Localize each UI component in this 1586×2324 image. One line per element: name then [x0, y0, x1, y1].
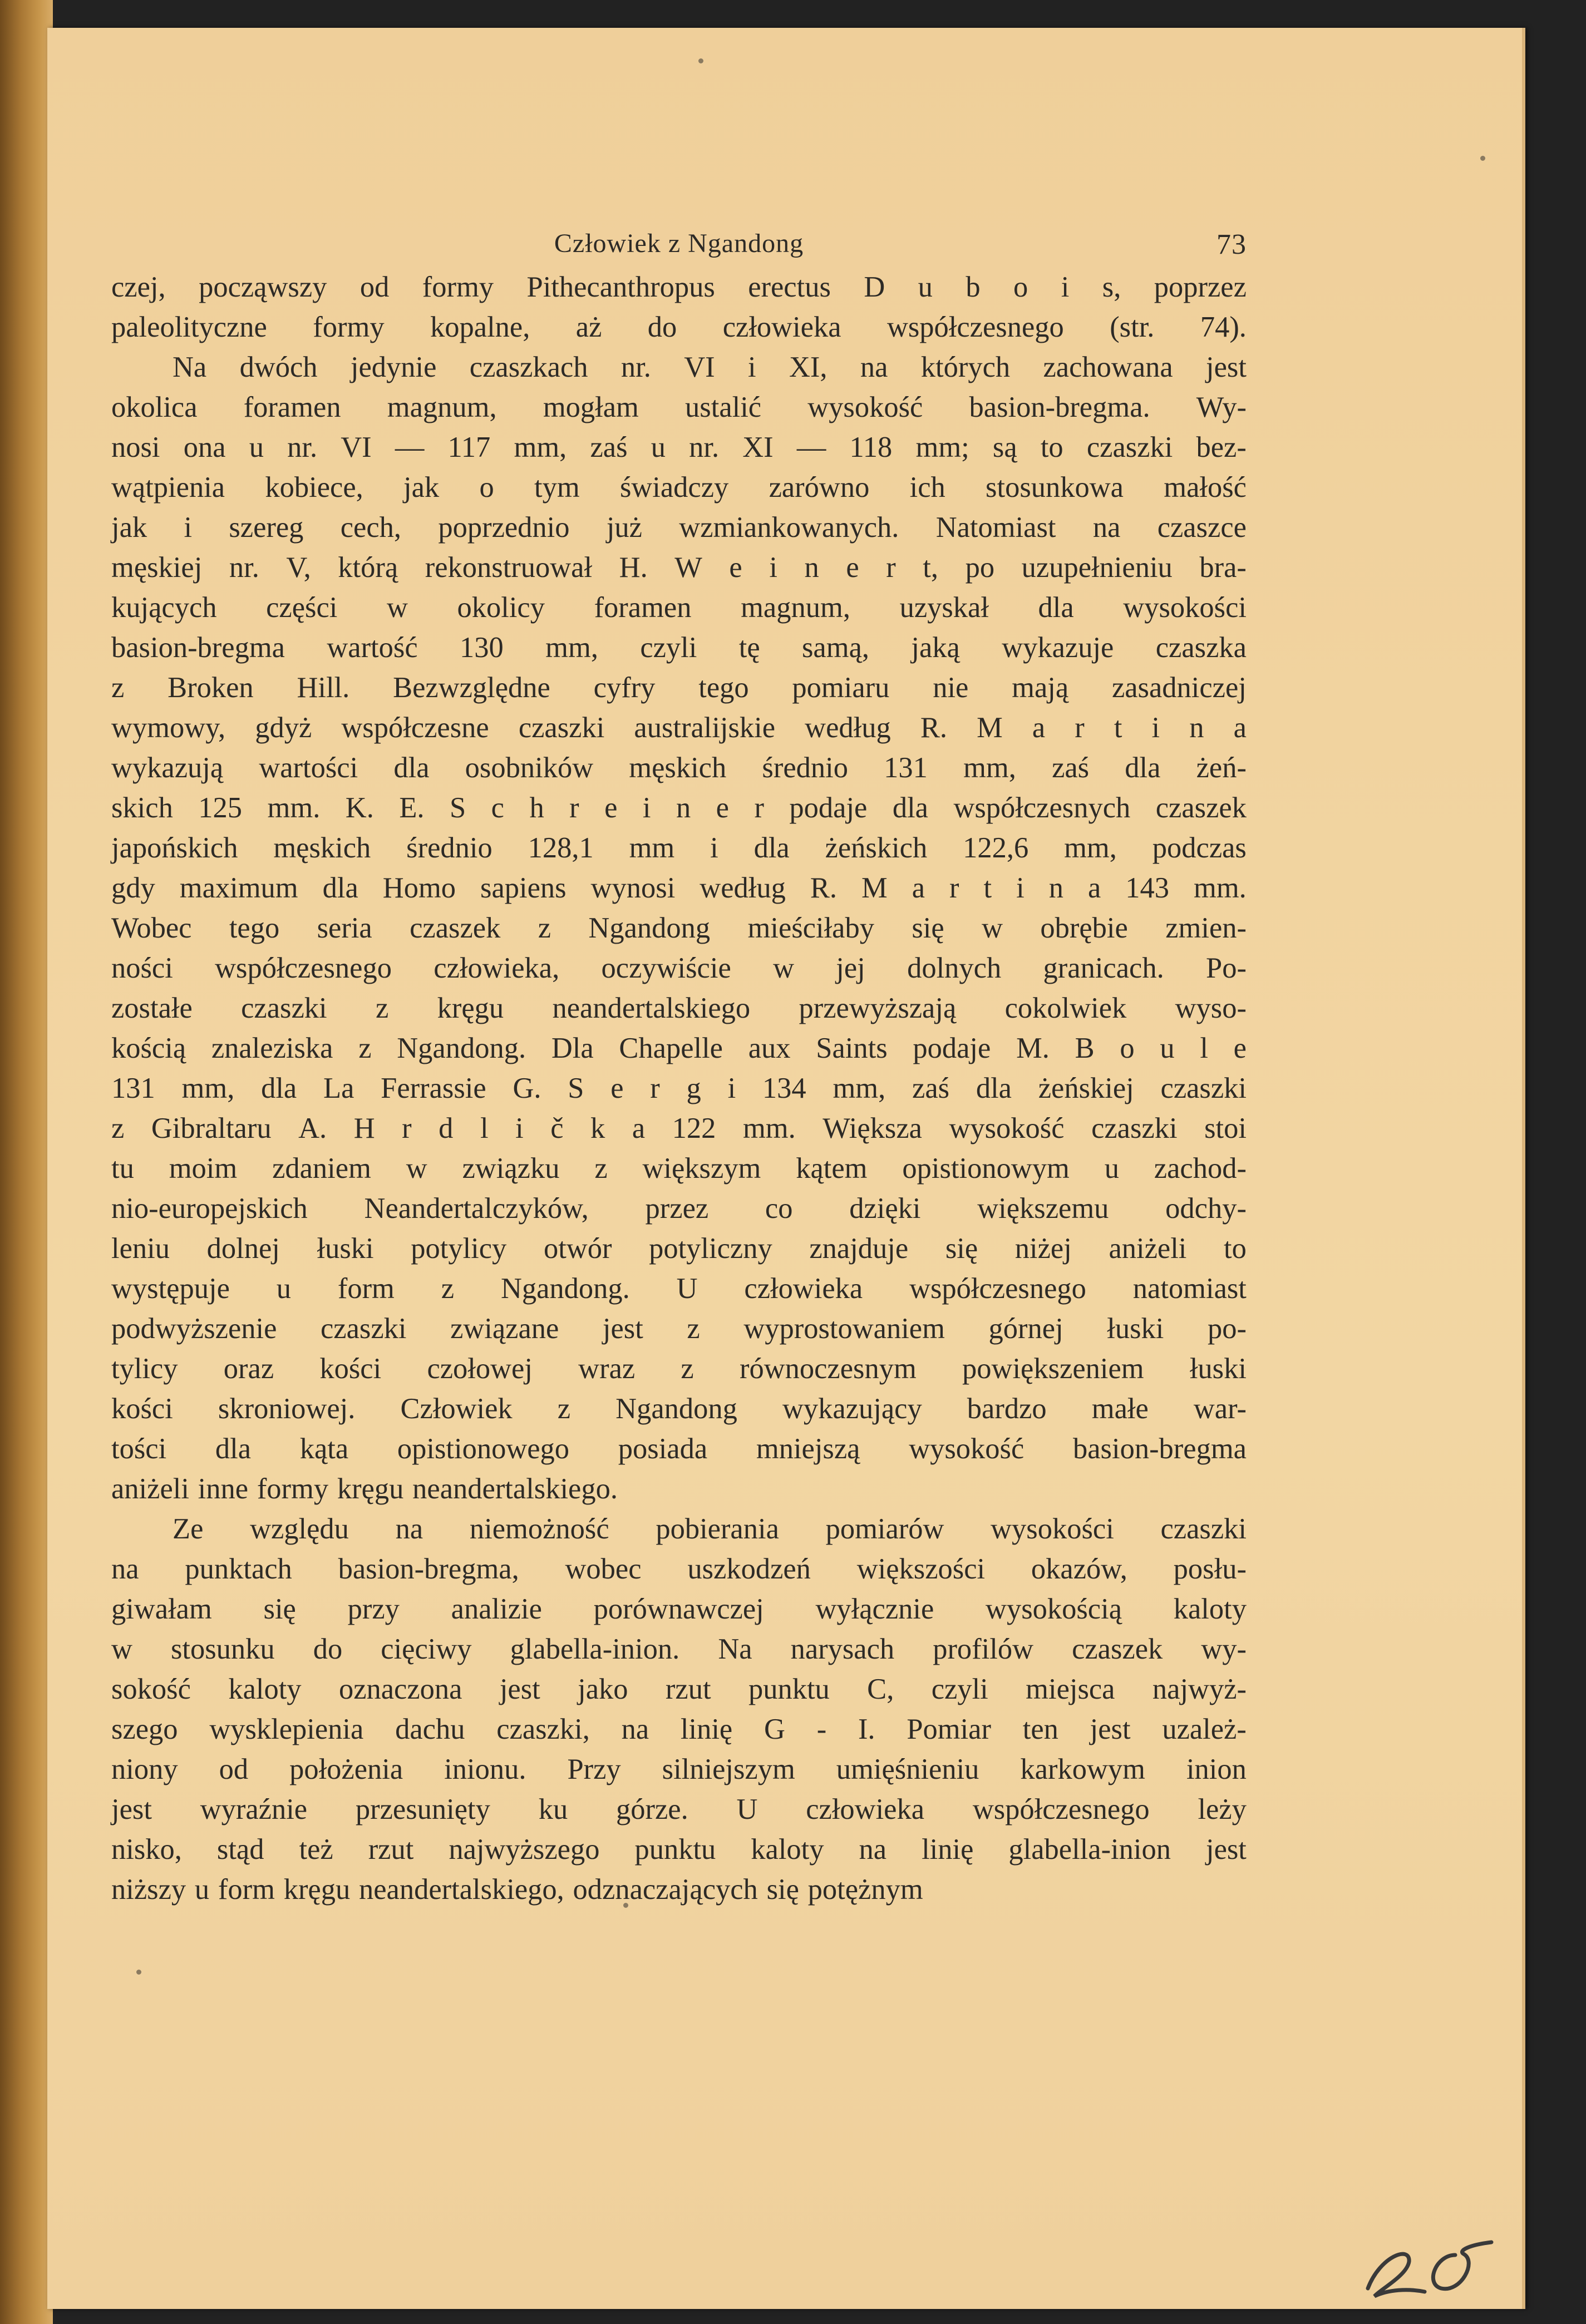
book-page [47, 28, 1525, 2309]
text-line: na punktach basion-bregma, wobec uszkodzeń większości okazów, posłu- [111, 1553, 1247, 1585]
handwritten-page-mark [1358, 2223, 1503, 2309]
text-line: Na dwóch jedynie czaszkach nr. VI i XI, na których zachowana jest [173, 351, 1247, 383]
text-line: kości skroniowej. Człowiek z Ngandong wykazujący bardzo małe war- [111, 1393, 1247, 1425]
text-line: nisko, stąd też rzut najwyższego punktu kaloty na linię glabella-inion jest [111, 1833, 1247, 1866]
page-content [111, 217, 1247, 1909]
text-line: wątpienia kobiece, jak o tym świadczy zarówno ich stosunkowa małość [111, 471, 1247, 504]
text-line: gdy maximum dla Homo sapiens wynosi według R. M a r t i n a 143 mm. [111, 872, 1247, 904]
text-line: okolica foramen magnum, mogłam ustalić wysokość basion-bregma. Wy- [111, 391, 1247, 423]
text-line: tylicy oraz kości czołowej wraz z równoczesnym powiększeniem łuski [111, 1353, 1247, 1385]
text-line: 131 mm, dla La Ferrassie G. S e r g i 134 mm, zaś dla żeńskiej czaszki [111, 1072, 1247, 1104]
text-line: japońskich męskich średnio 128,1 mm i dla żeńskich 122,6 mm, podczas [111, 832, 1247, 864]
text-line: występuje u form z Ngandong. U człowieka współczesnego natomiast [111, 1272, 1247, 1305]
text-line: nio-europejskich Neandertalczyków, przez co dzięki większemu odchy- [111, 1192, 1247, 1225]
text-line: wymowy, gdyż współczesne czaszki australijskie według R. M a r t i n a [111, 712, 1247, 744]
handwritten-mark-drawing [1358, 2223, 1503, 2306]
text-line: skich 125 mm. K. E. S c h r e i n e r podaje dla współczesnych czaszek [111, 792, 1247, 824]
text-line: z Gibraltaru A. H r d l i č k a 122 mm. Większa wysokość czaszki stoi [111, 1112, 1247, 1144]
running-head [111, 217, 1247, 267]
text-line: wykazują wartości dla osobników męskich średnio 131 mm, zaś dla żeń- [111, 752, 1247, 784]
text-line: jest wyraźnie przesunięty ku górze. U człowieka współczesnego leży [111, 1793, 1247, 1825]
text-line: w stosunku do cięciwy glabella-inion. Na narysach profilów czaszek wy- [111, 1633, 1247, 1665]
text-line: tości dla kąta opistionowego posiada mniejszą wysokość basion-bregma [111, 1433, 1247, 1465]
text-line: ności współczesnego człowieka, oczywiście w jej dolnych granicach. Po- [111, 952, 1247, 984]
text-line: sokość kaloty oznaczona jest jako rzut punktu C, czyli miejsca najwyż- [111, 1673, 1247, 1705]
text-line: szego wysklepienia dachu czaszki, na linię G - I. Pomiar ten jest uzależ- [111, 1713, 1247, 1745]
text-line: leniu dolnej łuski potylicy otwór potyliczny znajduje się niżej aniżeli to [111, 1232, 1247, 1265]
body-text [111, 267, 1247, 1909]
text-line: czej, począwszy od formy Pithecanthropus erectus D u b o i s, poprzez [111, 271, 1247, 303]
paper-speck [136, 1970, 141, 1975]
text-line: podwyższenie czaszki związane jest z wyprostowaniem górnej łuski po- [111, 1313, 1247, 1345]
running-title: Człowiek z Ngandong [554, 229, 804, 258]
page-number: 73 [1216, 229, 1247, 260]
text-line: kujących części w okolicy foramen magnum, uzyskał dla wysokości [111, 591, 1247, 624]
text-line: z Broken Hill. Bezwzględne cyfry tego pomiaru nie mają zasadniczej [111, 672, 1247, 704]
text-line: Ze względu na niemożność pobierania pomiarów wysokości czaszki [173, 1513, 1247, 1545]
text-line: aniżeli inne formy kręgu neandertalskiego. [111, 1473, 618, 1505]
text-line: kością znaleziska z Ngandong. Dla Chapelle aux Saints podaje M. B o u l e [111, 1032, 1247, 1064]
text-line: paleolityczne formy kopalne, aż do człowieka współczesnego (str. 74). [111, 311, 1247, 343]
paper-speck [1480, 156, 1485, 161]
text-line: jak i szereg cech, poprzednio już wzmiankowanych. Natomiast na czaszce [111, 511, 1247, 544]
book-spine [0, 0, 53, 2324]
paper-speck [698, 58, 703, 63]
text-line: zostałe czaszki z kręgu neandertalskiego przewyższają cokolwiek wyso- [111, 992, 1247, 1024]
text-line: niony od położenia inionu. Przy silniejszym umięśnieniu karkowym inion [111, 1753, 1247, 1785]
text-line: basion-bregma wartość 130 mm, czyli tę samą, jaką wykazuje czaszka [111, 631, 1247, 664]
text-line: giwałam się przy analizie porównawczej wyłącznie wysokością kaloty [111, 1593, 1247, 1625]
text-line: męskiej nr. V, którą rekonstruował H. W e i n e r t, po uzupełnieniu bra- [111, 551, 1247, 584]
text-line: tu moim zdaniem w związku z większym kątem opistionowym u zachod- [111, 1152, 1247, 1185]
text-line: niższy u form kręgu neandertalskiego, odznaczających się potężnym [111, 1873, 923, 1906]
text-line: nosi ona u nr. VI — 117 mm, zaś u nr. XI — 118 mm; są to czaszki bez- [111, 431, 1247, 463]
text-line: Wobec tego seria czaszek z Ngandong mieściłaby się w obrębie zmien- [111, 912, 1247, 944]
